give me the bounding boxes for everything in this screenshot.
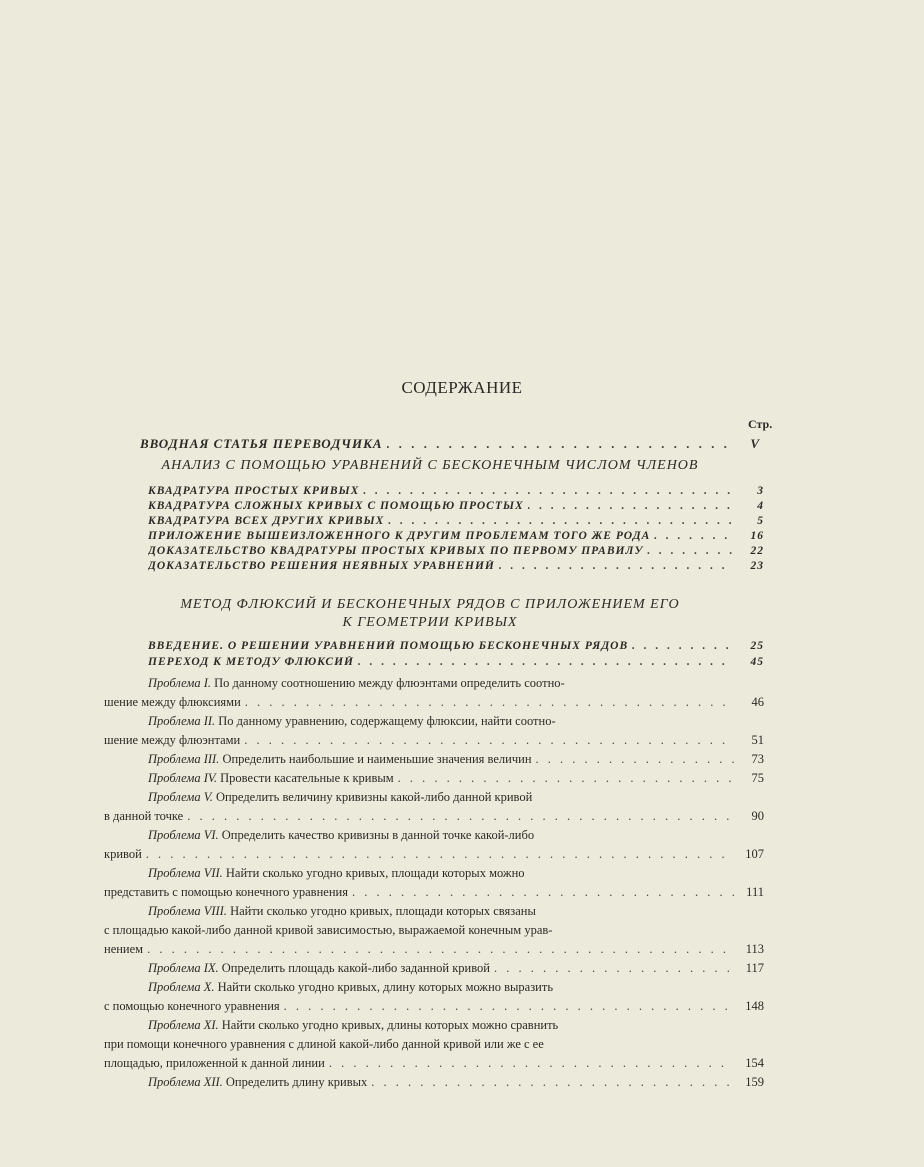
leader-dots (244, 733, 734, 748)
toc-entry-page: 148 (745, 999, 764, 1013)
problem-text: По данному соотношению между флюэнтами определить соотно- (214, 676, 565, 690)
toc-entry-page: 45 (750, 656, 764, 668)
leader-dots (387, 436, 730, 452)
leader-dots (284, 999, 734, 1014)
leader-dots (494, 961, 734, 976)
leader-dots (654, 530, 734, 542)
leader-dots (187, 809, 734, 824)
toc-entry-page: 16 (750, 530, 764, 542)
toc-entry (140, 436, 760, 452)
toc-entry-page: 46 (751, 695, 764, 709)
toc-entry-page: 25 (750, 640, 764, 652)
problem-text: с площадью какой-либо данной кривой зависимостью, выражаемой конечным урав- (104, 923, 553, 937)
leader-dots (536, 752, 734, 767)
problem-text: в данной точке (104, 809, 184, 823)
toc-entry-page: 154 (745, 1056, 764, 1070)
toc-entry (104, 847, 764, 862)
toc-entry (104, 809, 764, 824)
toc-entry (104, 695, 764, 710)
page-column-label: Стр. (748, 417, 773, 431)
problem-line (148, 980, 553, 995)
problem-line (148, 1018, 558, 1033)
toc-entry (148, 771, 764, 786)
toc-entry-page: 117 (745, 961, 764, 975)
toc-entry-page: 107 (745, 847, 764, 861)
toc-entry (148, 656, 764, 668)
toc-entry-page: 111 (746, 885, 764, 899)
problem-line (148, 714, 556, 729)
problem-text: Провести касательные к кривым (220, 771, 394, 785)
problem-label: Проблема VI. (148, 828, 219, 842)
leader-dots (146, 847, 734, 862)
problem-label: Проблема VII. (148, 866, 223, 880)
problem-label: Проблема X. (148, 980, 215, 994)
problem-line (148, 790, 532, 805)
leader-dots (245, 695, 734, 710)
toc-entry-text: КВАДРАТУРА СЛОЖНЫХ КРИВЫХ С ПОМОЩЬЮ ПРОСТЫХ (148, 500, 524, 512)
problem-text: кривой (104, 847, 142, 861)
leader-dots (329, 1056, 734, 1071)
leader-dots (632, 640, 734, 652)
problem-text: Найти сколько угодно кривых, длины которых можно сравнить (221, 1018, 559, 1032)
toc-entry-text: КВАДРАТУРА ВСЕХ ДРУГИХ КРИВЫХ (148, 515, 385, 527)
toc-entry-page: 23 (750, 560, 764, 572)
problem-text: нением (104, 942, 144, 956)
leader-dots (528, 500, 734, 512)
problem-text: шение между флюэнтами (104, 733, 241, 747)
toc-entry (148, 530, 764, 542)
toc-entry-page: 75 (751, 771, 764, 785)
toc-entry-page: 22 (750, 545, 764, 557)
problem-line (148, 866, 525, 881)
toc-entry (148, 515, 764, 527)
toc-entry (104, 733, 764, 748)
toc-entry-text: ВВЕДЕНИЕ. О РЕШЕНИИ УРАВНЕНИЙ ПОМОЩЬЮ БЕСКОНЕЧНЫХ РЯДОВ (148, 640, 629, 652)
problem-text: Найти сколько угодно кривых, длину которых можно выразить (217, 980, 554, 994)
toc-entry-text: ДОКАЗАТЕЛЬСТВО КВАДРАТУРЫ ПРОСТЫХ КРИВЫХ ПО ПЕРВОМУ ПРАВИЛУ (148, 545, 644, 557)
problem-text: с помощью конечного уравнения (104, 999, 280, 1013)
toc-entry-page: 3 (757, 485, 764, 497)
problem-text: при помощи конечного уравнения с длиной какой-либо данной кривой или же с ее (104, 1037, 544, 1051)
problem-text: Определить длину кривых (225, 1075, 368, 1089)
leader-dots (647, 545, 734, 557)
toc-entry (104, 942, 764, 957)
problem-text: Найти сколько угодно кривых, площади которых связаны (230, 904, 536, 918)
problem-label: Проблема IX. (148, 961, 219, 975)
problem-label: Проблема IV. (148, 771, 218, 785)
problem-text: представить с помощью конечного уравнения (104, 885, 348, 899)
toc-entry (148, 545, 764, 557)
toc-entry (148, 961, 764, 976)
page-title: СОДЕРЖАНИЕ (401, 378, 523, 397)
toc-entry (148, 640, 764, 652)
leader-dots (352, 885, 734, 900)
problem-text: Определить величину кривизны какой-либо данной кривой (215, 790, 533, 804)
problem-label: Проблема I. (148, 676, 211, 690)
problem-label: Проблема VIII. (148, 904, 227, 918)
toc-entry (148, 500, 764, 512)
toc-entry-text: ПЕРЕХОД К МЕТОДУ ФЛЮКСИЙ (148, 656, 354, 668)
toc-entry-page: 159 (745, 1075, 764, 1089)
toc-entry-text: КВАДРАТУРА ПРОСТЫХ КРИВЫХ (148, 485, 360, 497)
toc-entry (104, 885, 764, 900)
toc-entry (148, 485, 764, 497)
toc-entry-text: ВВОДНАЯ СТАТЬЯ ПЕРЕВОДЧИКА (140, 436, 383, 451)
toc-entry (104, 1056, 764, 1071)
toc-entry-text: ПРИЛОЖЕНИЕ ВЫШЕИЗЛОЖЕННОГО К ДРУГИМ ПРОБЛЕМАМ ТОГО ЖЕ РОДА (148, 530, 651, 542)
problem-line (148, 828, 534, 843)
problem-label: Проблема III. (148, 752, 220, 766)
problem-label: Проблема XII. (148, 1075, 223, 1089)
leader-dots (363, 485, 734, 497)
toc-entry-page: 5 (757, 515, 764, 527)
problem-label: Проблема II. (148, 714, 216, 728)
leader-dots (371, 1075, 734, 1090)
toc-entry-page: V (750, 436, 760, 451)
toc-entry-page: 73 (751, 752, 764, 766)
toc-entry (148, 1075, 764, 1090)
leader-dots (499, 560, 734, 572)
problem-text: По данному уравнению, содержащему флюксии, найти соотно- (218, 714, 556, 728)
part2-heading-line1: МЕТОД ФЛЮКСИЙ И БЕСКОНЕЧНЫХ РЯДОВ С ПРИЛОЖЕНИЕМ ЕГО (180, 597, 680, 612)
problem-label: Проблема V. (148, 790, 213, 804)
problem-text: площадью, приложенной к данной линии (104, 1056, 325, 1070)
toc-entry (104, 999, 764, 1014)
toc-entry-page: 90 (751, 809, 764, 823)
toc-entry (148, 752, 764, 767)
part1-heading: АНАЛИЗ С ПОМОЩЬЮ УРАВНЕНИЙ С БЕСКОНЕЧНЫМ ЧИСЛОМ ЧЛЕНОВ (161, 458, 699, 473)
toc-entry-page: 51 (751, 733, 764, 747)
leader-dots (358, 656, 734, 668)
problem-text: шение между флюксиями (104, 695, 241, 709)
toc-entry-page: 113 (745, 942, 764, 956)
problem-label: Проблема XI. (148, 1018, 219, 1032)
problem-text: Определить наибольшие и наименьшие значения величин (222, 752, 532, 766)
problem-text: Найти сколько угодно кривых, площади которых можно (225, 866, 525, 880)
problem-line (148, 904, 536, 919)
leader-dots (388, 515, 734, 527)
problem-text: Определить качество кривизны в данной точке какой-либо (221, 828, 535, 842)
problem-text: Определить площадь какой-либо заданной кривой (221, 961, 490, 975)
toc-entry-page: 4 (757, 500, 764, 512)
leader-dots (147, 942, 734, 957)
problem-line (148, 676, 565, 691)
part2-heading-line2: К ГЕОМЕТРИИ КРИВЫХ (342, 615, 518, 630)
toc-entry (148, 560, 764, 572)
leader-dots (398, 771, 734, 786)
toc-entry-text: ДОКАЗАТЕЛЬСТВО РЕШЕНИЯ НЕЯВНЫХ УРАВНЕНИЙ (148, 560, 495, 572)
